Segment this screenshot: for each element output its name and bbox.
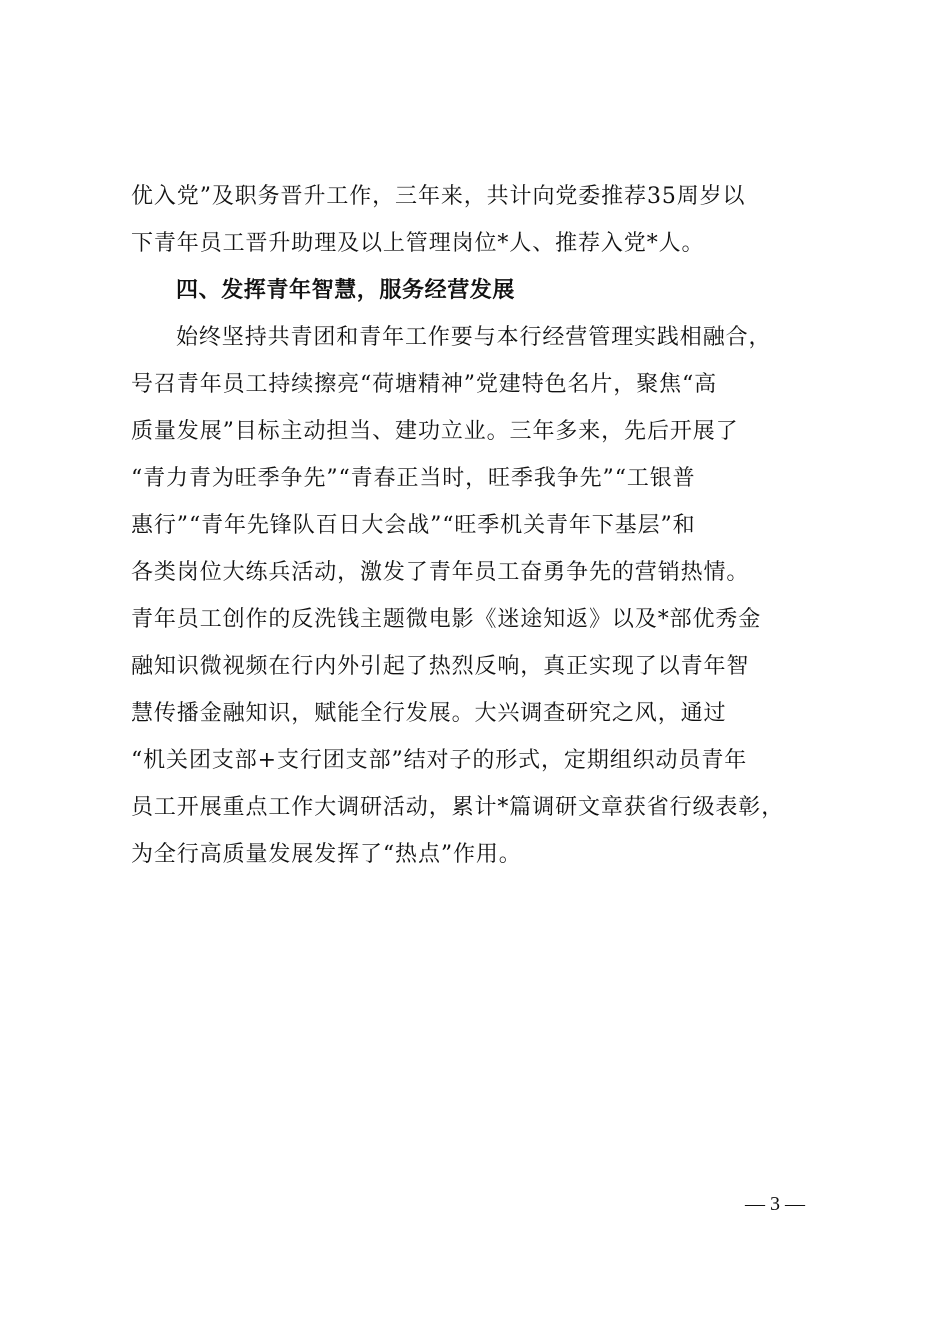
paragraph-line-9: 慧传播金融知识，赋能全行发展。大兴调查研究之风，通过: [131, 701, 727, 726]
paragraph-line-5: 惠行”“青年先锋队百日大会战”“旺季机关青年下基层”和: [131, 513, 696, 538]
section-heading: 四、发挥青年智慧，服务经营发展: [176, 278, 516, 303]
paragraph-line-3: 质量发展”目标主动担当、建功立业。三年多来，先后开展了: [131, 419, 739, 444]
paragraph-line-2: 号召青年员工持续擦亮“荷塘精神”党建特色名片，聚焦“高: [131, 372, 718, 397]
paragraph-line-7: 青年员工创作的反洗钱主题微电影《迷途知返》以及*部优秀金: [131, 607, 762, 632]
paragraph-line-1: 始终坚持共青团和青年工作要与本行经营管理实践相融合，: [176, 325, 772, 350]
paragraph-line-4: “青力青为旺季争先”“青春正当时，旺季我争先”“工银普: [131, 466, 696, 491]
paragraph-line-6: 各类岗位大练兵活动，激发了青年员工奋勇争先的营销热情。: [131, 560, 750, 585]
page-number: — 3 —: [745, 1193, 805, 1215]
paragraph-line-11: 员工开展重点工作大调研活动，累计*篇调研文章获省行级表彰，: [131, 795, 785, 820]
continuation-line-2: 下青年员工晋升助理及以上管理岗位*人、推荐入党*人。: [131, 231, 705, 256]
continuation-line-1: 优入党”及职务晋升工作，三年来，共计向党委推荐35周岁以: [131, 184, 746, 209]
paragraph-line-12: 为全行高质量发展发挥了“热点”作用。: [131, 842, 522, 867]
paragraph-line-10: “机关团支部+支行团支部”结对子的形式，定期组织动员青年: [131, 748, 748, 773]
paragraph-line-8: 融知识微视频在行内外引起了热烈反响，真正实现了以青年智: [131, 654, 750, 679]
